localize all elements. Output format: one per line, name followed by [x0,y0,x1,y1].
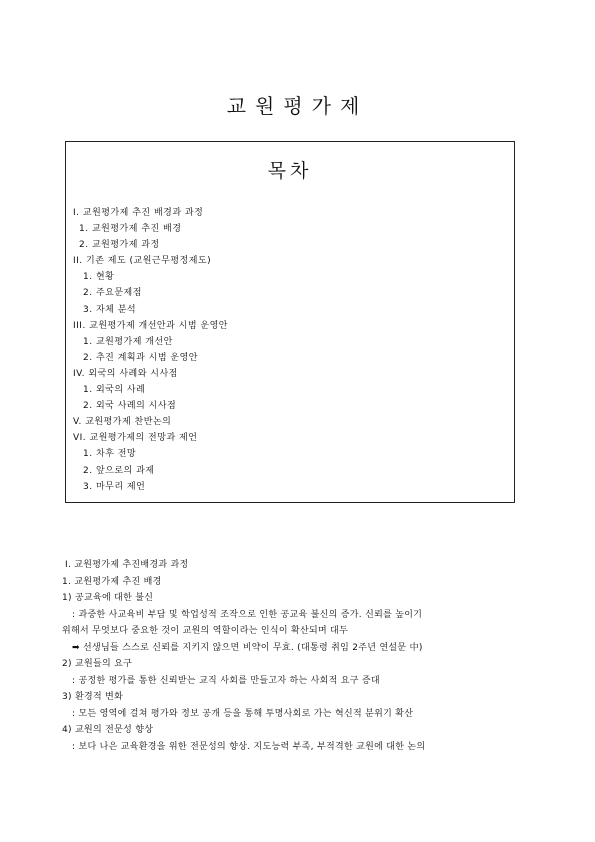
body-line: I. 교원평가제 추진배경과 과정 [65,560,189,570]
body-line: : 공정한 평가를 통한 신뢰받는 교직 사회를 만들고자 하는 사회적 요구 증대 [72,675,380,686]
toc-item: 1. 차후 전망 [83,449,137,460]
toc-item: III. 교원평가제 개선안과 시범 운영안 [73,320,228,331]
body-line: 1. 교원평가제 추진 배경 [62,576,162,587]
toc-item: II. 기존 제도 (교원근무평정제도) [73,256,212,267]
toc-item: VI. 교원평가제의 전망과 제언 [73,433,198,444]
toc-item: 1. 교원평가제 추진 배경 [79,224,182,235]
body-line: : 보다 나은 교육환경을 위한 전문성의 향상. 지도능력 부족, 부적격한 교원에 대한 논의 [72,741,426,752]
toc-item: 1. 외국의 사례 [83,385,146,396]
toc-item: 2. 앞으로의 과제 [83,465,155,476]
document-title: 교원평가제 [226,94,369,118]
body-line: 3) 환경적 변화 [62,692,124,702]
body-text [62,557,532,755]
body-line: 4) 교원의 전문성 향상 [62,725,154,735]
toc-item: V. 교원평가제 찬반논의 [73,417,172,428]
toc-item: 2. 주요문제점 [83,288,142,299]
toc-item: 2. 교원평가제 과정 [79,240,160,251]
body-line: 1) 공교육에 대한 불신 [62,593,154,603]
table-of-contents-box [65,141,515,503]
body-line: : 과중한 사교육비 부담 및 학업성적 조작으로 인한 공교육 불신의 증가. 신뢰를 높이기 [72,609,423,620]
toc-item: 3. 자체 분석 [83,304,137,315]
body-line: ➡ 선생님들 스스로 신뢰를 지키지 않으면 비약이 무효. (대통령 취임 2주년 연설문 中) [72,642,423,653]
toc-item: I. 교원평가제 추진 배경과 과정 [73,208,204,218]
body-line: 위해서 무엇보다 중요한 것이 교원의 역할이라는 인식이 확산되며 대두 [62,626,349,636]
toc-item: 1. 현황 [83,272,115,283]
body-line: : 모든 영역에 걸쳐 평가와 정보 공개 등을 통해 투명사회로 가는 혁신적 분위기 확산 [72,708,414,719]
toc-list [73,205,228,495]
body-line: 2) 교원들의 요구 [62,659,133,669]
toc-item: 3. 마무리 제언 [83,481,146,492]
toc-item: 2. 추진 계획과 시범 운영안 [83,352,198,363]
toc-item: IV. 외국의 사례와 시사점 [73,368,178,379]
toc-item: 2. 외국 사례의 시사점 [83,401,177,412]
toc-item: 1. 교원평가제 개선안 [83,336,173,347]
toc-heading: 목차 [267,160,313,182]
